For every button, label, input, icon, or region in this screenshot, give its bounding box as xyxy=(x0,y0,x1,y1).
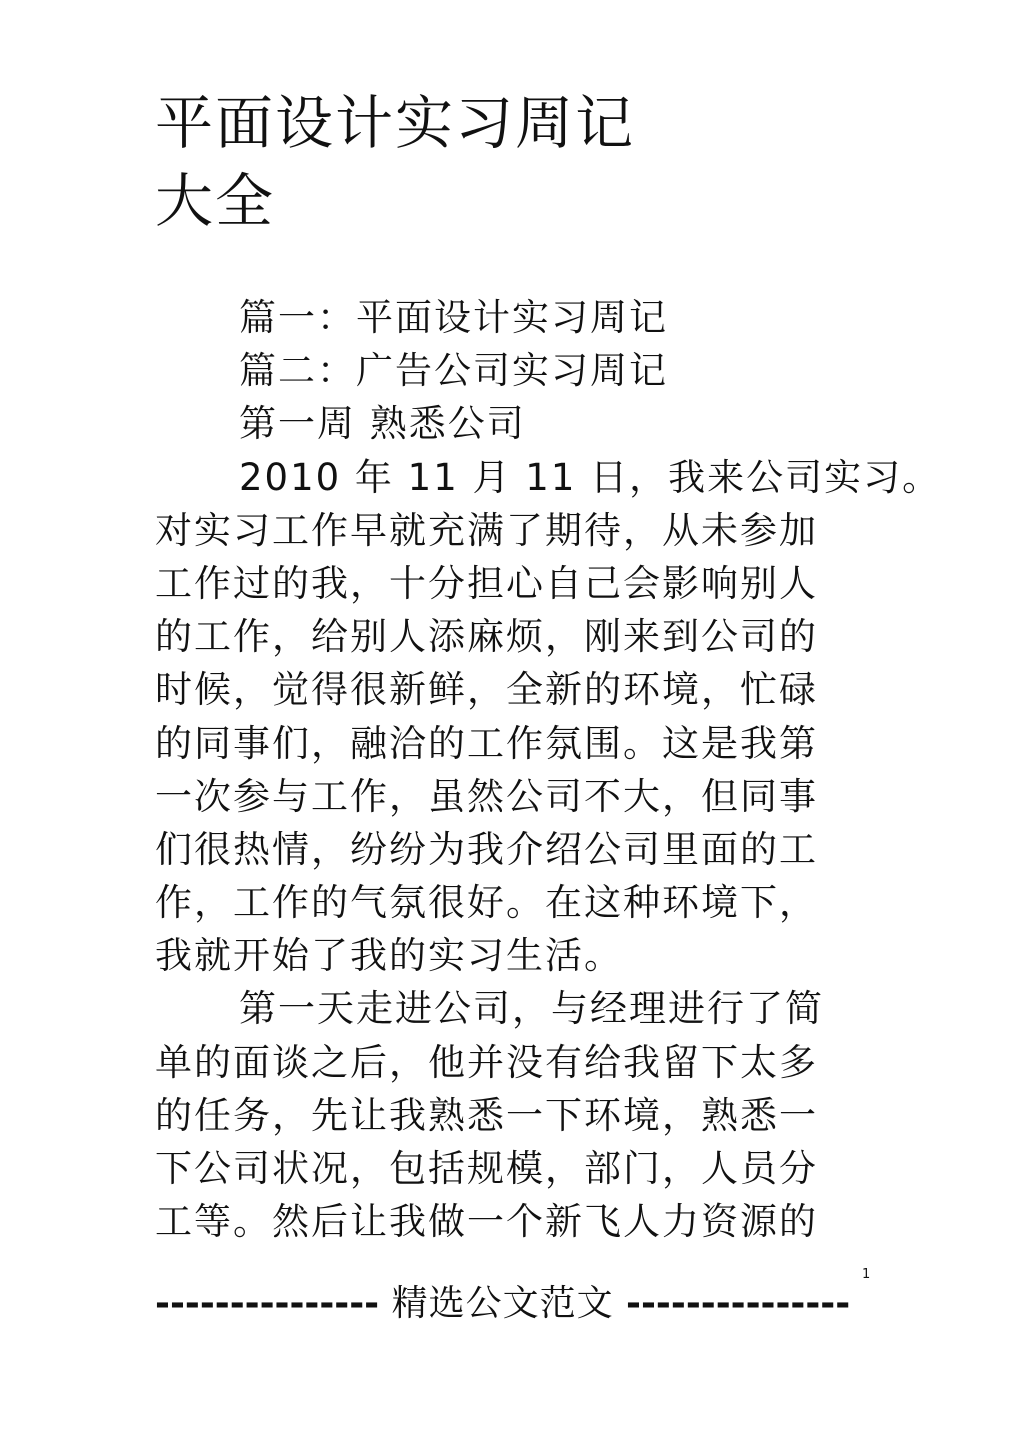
footer-left-dashes: --------------- xyxy=(155,1283,380,1324)
body-line: 我就开始了我的实习生活。 xyxy=(155,934,623,978)
body-line: 的工作，给别人添麻烦，刚来到公司的 xyxy=(155,615,818,659)
body-line: 第一周 熟悉公司 xyxy=(239,402,526,446)
body-line: 的任务，先让我熟悉一下环境，熟悉一 xyxy=(155,1093,818,1137)
body-line: 时候，觉得很新鲜，全新的环境，忙碌 xyxy=(155,668,818,712)
body-line: 的同事们，融洽的工作氛围。这是我第 xyxy=(155,721,818,765)
body-line: 对实习工作早就充满了期待，从未参加 xyxy=(155,508,818,552)
body-line: 篇二：广告公司实习周记 xyxy=(239,349,668,393)
body-line: 一次参与工作，虽然公司不大，但同事 xyxy=(155,774,818,818)
body-line: 下公司状况，包括规模，部门，人员分 xyxy=(155,1147,818,1190)
footer-label: 精选公文范文 xyxy=(391,1283,614,1324)
body-line: 作，工作的气氛很好。在这种环境下， xyxy=(155,881,818,925)
document-body xyxy=(155,291,942,1248)
body-line: 篇一：平面设计实习周记 xyxy=(239,296,668,339)
body-line: 第一天走进公司，与经理进行了简 xyxy=(239,987,824,1031)
body-line: 们很热情，纷纷为我介绍公司里面的工 xyxy=(155,827,818,871)
body-line: 工等。然后让我做一个新飞人力资源的 xyxy=(155,1200,818,1244)
body-line: 2010 年 11 月 11 日，我来公司实习。 xyxy=(239,455,942,499)
title-line-2: 大全 xyxy=(155,167,276,235)
title-line-1: 平面设计实习周记 xyxy=(155,89,636,157)
footer-banner xyxy=(155,1282,855,1326)
page-number: 1 xyxy=(862,1267,871,1282)
body-line: 工作过的我，十分担心自己会影响别人 xyxy=(155,561,818,605)
body-line: 单的面谈之后，他并没有给我留下太多 xyxy=(155,1040,818,1084)
footer-right-dashes: --------------- xyxy=(626,1283,851,1324)
document-title xyxy=(155,84,855,240)
